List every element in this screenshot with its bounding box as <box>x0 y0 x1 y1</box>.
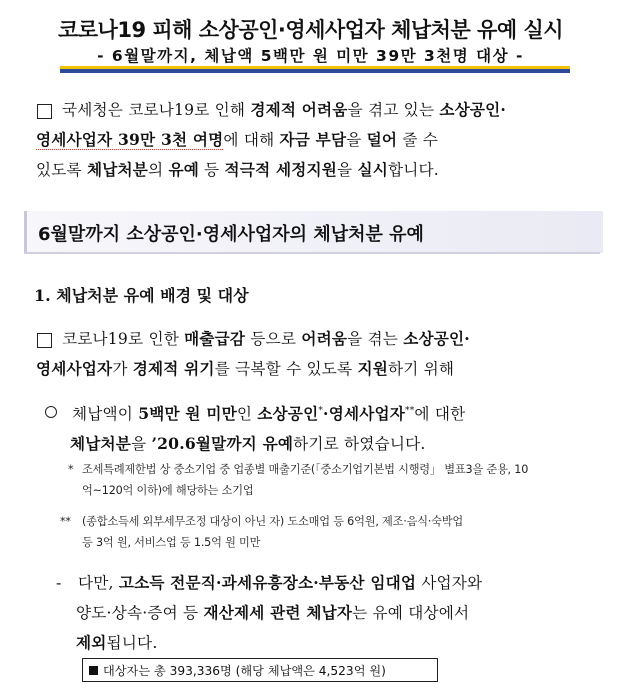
background-line-1 <box>62 324 592 354</box>
intro-line-1 <box>62 95 592 125</box>
subsection-title: 1. 체납처분 유예 배경 및 대상 <box>34 286 249 305</box>
text: 등으로 <box>245 330 302 348</box>
text: 에 대한 <box>414 405 466 424</box>
exclusion-paragraph <box>78 568 598 658</box>
target-paragraph <box>72 396 592 459</box>
text: 체납액이 <box>72 405 139 424</box>
footnote-marker: * <box>318 406 324 416</box>
footnote-line: (종합소득세 외부세무조정 대상이 아닌 자) 도소매업 등 6억원, 제조·음식·숙박업 <box>82 515 463 528</box>
text: 인 <box>236 405 258 424</box>
emphasis: 어려움 <box>301 329 348 348</box>
emphasis: 5백만 원 미만 <box>138 404 237 424</box>
footnote-line: 조세특례제한법 상 중소기업 중 업종별 매출기준(「중소기업기본법 시행령」 별표3을 준용, 10 <box>82 463 529 476</box>
emphasis: 고소득 전문직·과세유흥장소·부동산 임대업 <box>118 573 417 592</box>
checkbox-bullet-icon <box>37 104 52 119</box>
text: 하기로 하였습니다. <box>293 435 426 454</box>
text: 코로나19로 인한 <box>62 330 185 348</box>
page-title: 코로나19 피해 소상공인·영세사업자 체납처분 유예 실시 <box>57 18 564 42</box>
emphasis: 체납처분 <box>86 160 149 179</box>
text: 합니다. <box>387 161 439 179</box>
text: 있도록 <box>36 161 87 179</box>
section-title: 6월말까지 소상공인·영세사업자의 체납처분 유예 <box>38 224 424 245</box>
text: 등 <box>198 161 225 179</box>
text: 을 <box>131 435 152 454</box>
exclusion-line-3 <box>76 628 598 658</box>
text: 됩니다. <box>106 634 158 652</box>
square-bullet-icon <box>89 666 98 675</box>
text: 다만, <box>78 574 119 592</box>
emphasis: 체납처분 <box>70 434 132 454</box>
emphasis: 영세사업자 <box>328 404 406 424</box>
text: 는 유예 대상에서 <box>352 604 470 622</box>
emphasis: 영세사업자 39만 3천 여명 <box>36 130 224 149</box>
text: 을 겪고 있는 <box>347 101 440 119</box>
emphasis: ’20.6월말까지 유예 <box>151 434 294 454</box>
title-underline <box>60 69 570 73</box>
text: 에 대해 <box>223 131 280 149</box>
emphasis: 지원 <box>357 359 388 378</box>
dash-bullet: - <box>56 574 62 592</box>
checkbox-bullet-icon <box>37 333 52 348</box>
footnote-2 <box>82 511 592 553</box>
exclusion-line-2 <box>76 598 598 628</box>
emphasis: 실시 <box>357 160 388 179</box>
text: 을 <box>346 131 367 149</box>
page-subtitle: - 6월말까지, 체납액 5백만 원 미만 39만 3천명 대상 - <box>97 47 524 65</box>
section-header-underline <box>24 252 600 254</box>
emphasis: 경제적 위기 <box>132 359 215 378</box>
separator: · <box>323 404 329 424</box>
footnote-1 <box>82 459 592 501</box>
exclusion-line-1 <box>78 568 598 598</box>
text: 줄 수 <box>397 131 439 149</box>
emphasis: 소상공인· <box>403 329 470 348</box>
text: 를 극복할 수 있도록 <box>214 360 358 378</box>
footnote-1-marker: * <box>68 463 74 476</box>
circle-bullet-icon <box>45 406 57 418</box>
text: 을 <box>337 161 358 179</box>
emphasis: 소상공인 <box>257 404 319 424</box>
intro-line-3 <box>36 155 592 185</box>
emphasis: 소상공인· <box>439 100 507 119</box>
emphasis: 경제적 어려움 <box>250 100 348 119</box>
emphasis: 덜어 <box>366 130 398 149</box>
emphasis: 재산제세 관련 체납자 <box>203 603 353 622</box>
text: 을 겪는 <box>347 330 404 348</box>
footnote-2-marker: ** <box>60 515 71 528</box>
text: 가 <box>112 360 133 378</box>
summary-text: 대상자는 총 393,336명 (해당 체납액은 4,523억 원) <box>103 664 386 678</box>
footnote-marker: ** <box>405 406 415 416</box>
intro-paragraph <box>36 95 592 185</box>
emphasis: 매출급감 <box>184 329 246 348</box>
emphasis: 영세사업자 <box>36 359 113 378</box>
target-line-2 <box>70 429 592 459</box>
emphasis: 제외 <box>76 633 107 652</box>
text: 사업자와 <box>416 574 483 592</box>
summary-box <box>82 658 438 682</box>
text: 하기 위해 <box>387 360 455 378</box>
background-line-2 <box>36 354 592 384</box>
intro-line-2 <box>36 125 592 155</box>
emphasis: 자금 부담 <box>279 130 347 149</box>
footnote-line: 등 3억 원, 서비스업 등 1.5억 원 미만 <box>82 536 261 549</box>
footnote-line: 억~120억 이하)에 해당하는 소기업 <box>82 484 254 497</box>
text: 국세청은 코로나19로 인해 <box>62 101 251 119</box>
text: 의 <box>148 161 169 179</box>
emphasis: 적극적 세정지원 <box>224 160 338 179</box>
emphasis: 유예 <box>168 160 199 179</box>
target-line-1 <box>72 396 592 429</box>
background-paragraph <box>36 324 592 384</box>
text: 양도·상속·증여 등 <box>76 604 204 622</box>
